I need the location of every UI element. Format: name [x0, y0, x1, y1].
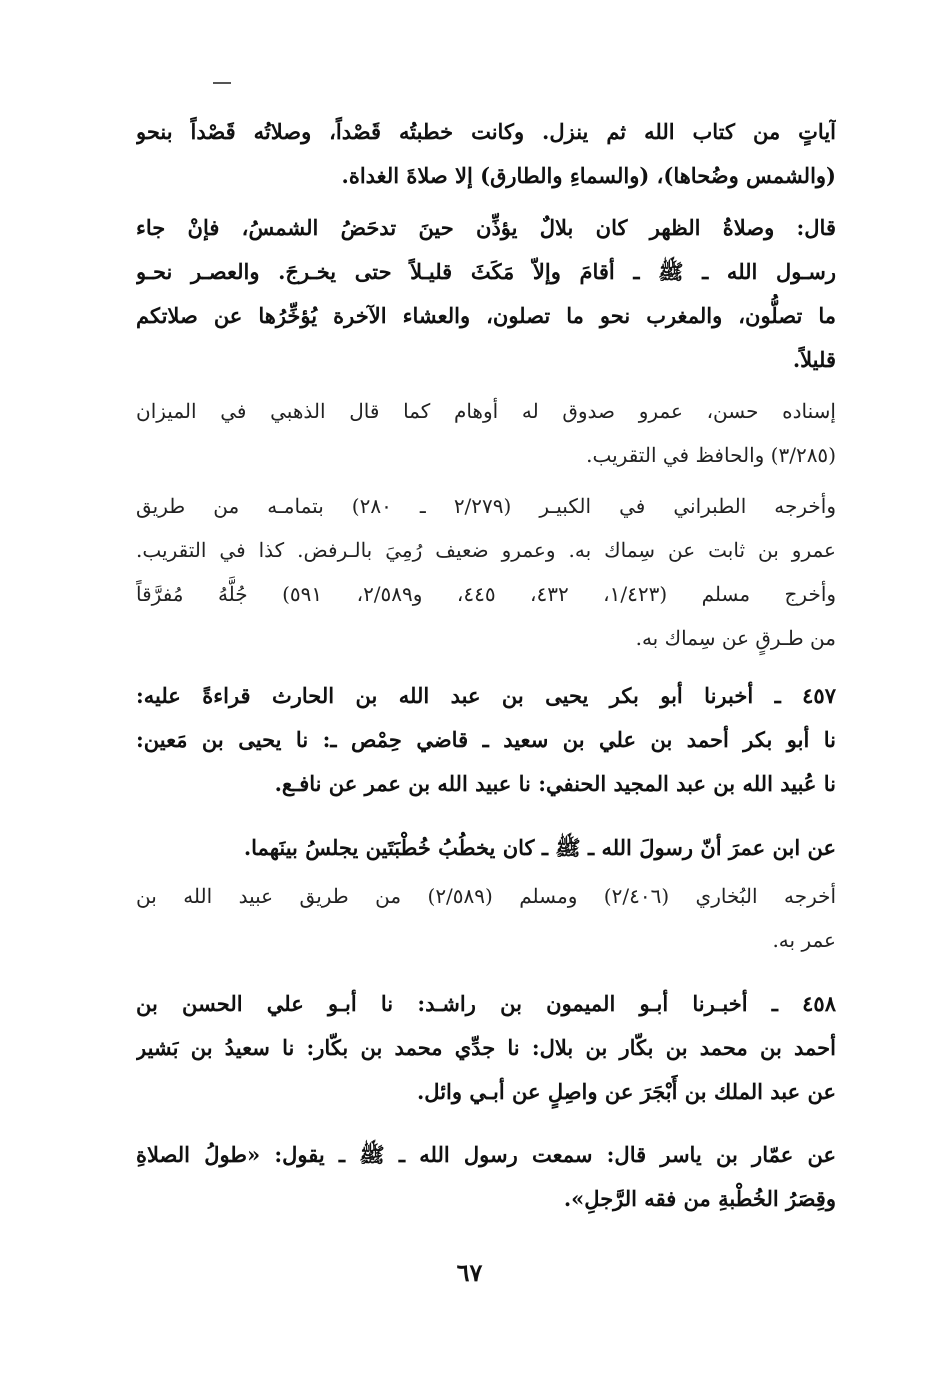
text-block-4 — [136, 484, 836, 660]
text-line: آياتٍ من كتاب الله ثم ينزل. وكانت خطبتُه قَصْداً، وصلاتُه قَصْداً بنحو — [136, 119, 836, 144]
text-block-1 — [136, 110, 836, 198]
text-line: وأخرجه الطبراني في الكبيـر (٢/٢٧٩ ـ ٢٨٠) بتمامـه من طريق — [136, 494, 836, 518]
text-block-3 — [136, 389, 836, 477]
text-line: عن عمّار بن ياسر قال: سمعت رسول الله ـ ﷺ ـ يقول: «طولُ الصلاةِ — [136, 1142, 836, 1167]
page-number: ٦٧ — [456, 1258, 483, 1287]
text-block-5 — [136, 674, 836, 806]
text-line: قليلاً. — [792, 347, 836, 372]
text-line: وقِصَرُ الخُطْبةِ من فقه الرَّجلِ». — [563, 1186, 836, 1211]
text-block-8 — [136, 982, 836, 1114]
text-line: عن عبد الملك بن أَبْجَرَ عن واصِلٍ عن أبـي وائل. — [417, 1079, 836, 1104]
text-line: وأخرج مسلم (١/٤٢٣، ٤٣٢، ٤٤٥، و٢/٥٨٩، ٥٩١) جُلَّهُ مُفرَّقاً — [136, 582, 836, 606]
header-mark — [213, 82, 231, 84]
text-line: نا أبو بكر أحمد بن علي بن سعيد ـ قاضي حِمْص ـ: نا يحيى بن مَعين: — [136, 727, 836, 752]
text-line: رسـول الله ـ ﷺ ـ أقامَ وإلاّ مَكَثَ قليـلاً حتى يخـرجَ. والعصـر نحـو — [136, 259, 836, 284]
text-line: قال: وصلاةُ الظهر كان بلالٌ يؤذِّن حينَ تدحَضُ الشمسُ، فإنْ جاء — [136, 215, 836, 240]
text-line: عمرو بن ثابت عن سِماك به. وعمرو ضعيف رُمِيَ بالـرفض. كذا في التقريب. — [136, 538, 836, 562]
text-line: إسناده حسن، عمرو صدوق له أوهام كما قال الذهبي في الميزان — [136, 399, 836, 423]
text-line: ٤٥٨ ـ أخبـرنا أبـو الميمون بن راشـد: نا أبـو علي الحسن بن — [136, 991, 836, 1016]
text-line: عمر به. — [772, 928, 836, 952]
text-line: (والشمس وضُحاها)، (والسماءِ والطارق) إلا صلاةَ الغداة. — [341, 163, 836, 188]
text-line: أخرجه البُخاري (٢/٤٠٦) ومسلم (٢/٥٨٩) من طريق عبيد الله بن — [136, 884, 836, 908]
text-block-9 — [136, 1133, 836, 1221]
text-line: (٣/٢٨٥) والحافظ في التقريب. — [586, 443, 836, 467]
text-block-2 — [136, 206, 836, 382]
text-line: من طـرقٍ عن سِماك به. — [635, 626, 836, 650]
text-line: عن ابن عمرَ أنّ رسولَ الله ـ ﷺ ـ كان يخطُبُ خُطْبَتَين يجلسُ بينَهما. — [243, 835, 836, 860]
text-line: ما تصلُّون، والمغرب نحو ما تصلون، والعشاء الآخرة يُؤخِّرُها عن صلاتكم — [136, 303, 836, 328]
text-block-7 — [136, 874, 836, 962]
text-line: نا عُبيد الله بن عبد المجيد الحنفي: نا عبيد الله بن عمر عن نافـع. — [274, 771, 836, 796]
text-block-6 — [136, 826, 836, 870]
text-line: أحمد بن محمد بن بكّار بن بلال: نا جدِّي محمد بن بكّار: نا سعيدُ بن بَشير — [136, 1035, 836, 1060]
text-line: ٤٥٧ ـ أخبرنا أبو بكر يحيى بن عبد الله بن الحارث قراءةً عليه: — [136, 683, 836, 708]
